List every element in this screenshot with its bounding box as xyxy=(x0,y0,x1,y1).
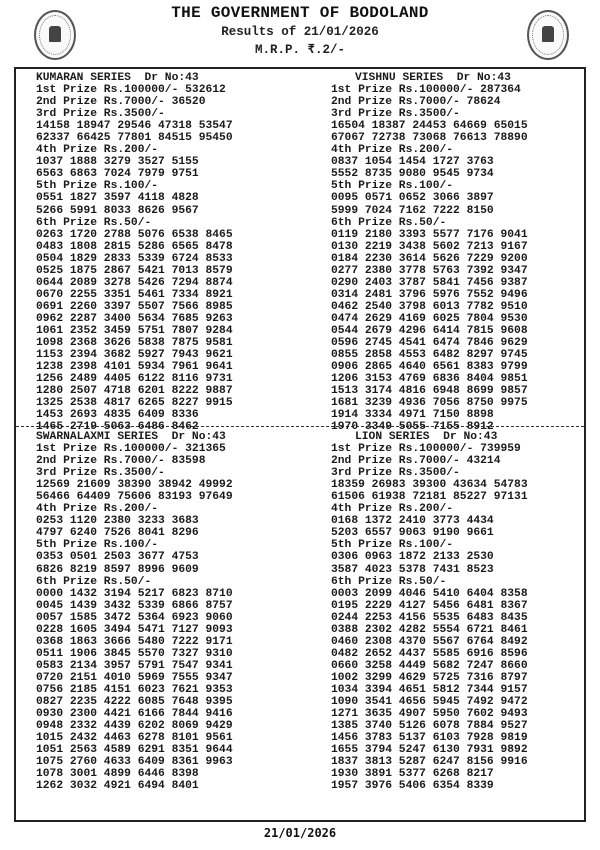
third-prize-numbers: 61506 61938 72181 85227 97131 xyxy=(331,491,528,504)
fourth-prize-numbers: 5552 8735 9080 9545 9734 xyxy=(331,168,494,181)
sixth-prize-numbers: 1206 3153 4769 6836 8404 9851 xyxy=(331,373,528,386)
fourth-prize-numbers: 6563 6863 7024 7979 9751 xyxy=(36,168,199,181)
sixth-prize-numbers: 0045 1439 3432 5339 6866 8757 xyxy=(36,599,233,612)
sixth-prize-numbers: 1015 2432 4463 6278 8101 9561 xyxy=(36,732,233,745)
sixth-prize-numbers: 1034 3394 4651 5812 7344 9157 xyxy=(331,683,528,696)
sixth-prize-numbers: 1655 3794 5247 6130 7931 9892 xyxy=(331,744,528,757)
sixth-prize-numbers: 0119 2180 3393 5577 7176 9041 xyxy=(331,228,528,241)
sixth-prize-numbers: 0003 2099 4046 5410 6404 8358 xyxy=(331,587,528,600)
sixth-prize-numbers: 0596 2745 4541 6474 7846 9629 xyxy=(331,337,528,350)
fourth-prize-numbers: 5203 6557 9063 9190 9661 xyxy=(331,527,494,540)
sixth-prize-numbers: 0511 1906 3845 5570 7327 9310 xyxy=(36,647,233,660)
fifth-prize-label: 5th Prize Rs.100/- xyxy=(36,180,159,193)
sixth-prize-numbers: 1837 3813 5287 6247 8156 9916 xyxy=(331,756,528,769)
sixth-prize-numbers: 1970 3349 5055 7155 8912 xyxy=(331,421,494,434)
third-prize-label: 3rd Prize Rs.3500/- xyxy=(36,108,165,121)
mrp-price: M.R.P. ₹.2/- xyxy=(254,43,346,57)
sixth-prize-numbers: 0906 2865 4640 6561 8383 9799 xyxy=(331,361,528,374)
first-prize-line: 1st Prize Rs.100000/- 287364 xyxy=(331,84,521,97)
sixth-prize-numbers: 1002 3299 4629 5725 7316 8797 xyxy=(331,671,528,684)
third-prize-numbers: 16504 18387 24453 64669 65015 xyxy=(331,120,528,133)
sixth-prize-numbers: 0277 2380 3778 5763 7392 9347 xyxy=(331,264,528,277)
sixth-prize-numbers: 0228 1605 3494 5471 7127 9093 xyxy=(36,623,233,636)
sixth-prize-numbers: 0314 2481 3796 5976 7552 9496 xyxy=(331,288,528,301)
sixth-prize-label: 6th Prize Rs.50/- xyxy=(36,216,152,229)
sixth-prize-numbers: 1513 3174 4816 6948 8699 9857 xyxy=(331,385,528,398)
document-header xyxy=(0,0,600,66)
sixth-prize-numbers: 1061 2352 3459 5751 7807 9284 xyxy=(36,324,233,337)
sixth-prize-numbers: 0184 2230 3614 5626 7229 9200 xyxy=(331,252,528,265)
fourth-prize-numbers: 4797 6240 7526 8041 8296 xyxy=(36,527,199,540)
sixth-prize-numbers: 1280 2507 4718 6201 8222 9887 xyxy=(36,385,233,398)
sixth-prize-numbers: 1930 3891 5377 6268 8217 xyxy=(331,768,494,781)
fourth-prize-numbers: 0253 1120 2380 3233 3683 xyxy=(36,515,199,528)
fourth-prize-label: 4th Prize Rs.200/- xyxy=(331,144,454,157)
fifth-prize-numbers: 0095 0571 0652 3066 3897 xyxy=(331,192,494,205)
sixth-prize-numbers: 0195 2229 4127 5456 6481 8367 xyxy=(331,599,528,612)
second-prize-line: 2nd Prize Rs.7000/- 43214 xyxy=(331,455,501,468)
sixth-prize-numbers: 1385 3740 5126 6078 7884 9527 xyxy=(331,720,528,733)
sixth-prize-numbers: 0660 3258 4449 5682 7247 8660 xyxy=(331,659,528,672)
fifth-prize-numbers: 0306 0963 1872 2133 2530 xyxy=(331,551,494,564)
sixth-prize-numbers: 0720 2151 4010 5969 7555 9347 xyxy=(36,671,233,684)
sixth-prize-numbers: 1957 3976 5406 6354 8339 xyxy=(331,780,494,793)
sixth-prize-numbers: 1238 2398 4101 5934 7961 9641 xyxy=(36,361,233,374)
second-prize-line: 2nd Prize Rs.7000/- 36520 xyxy=(36,96,206,109)
sixth-prize-numbers: 1051 2563 4589 6291 8351 9644 xyxy=(36,744,233,757)
third-prize-label: 3rd Prize Rs.3500/- xyxy=(331,467,460,480)
sixth-prize-numbers: 1090 3541 4656 5945 7492 9472 xyxy=(331,696,528,709)
sixth-prize-numbers: 0948 2332 4439 6202 8069 9429 xyxy=(36,720,233,733)
results-date: Results of 21/01/2026 xyxy=(221,25,379,39)
sixth-prize-numbers: 1456 3783 5137 6103 7928 9819 xyxy=(331,732,528,745)
sixth-prize-numbers: 1075 2760 4633 6409 8361 9963 xyxy=(36,756,233,769)
series-block-vishnu xyxy=(331,72,528,433)
sixth-prize-numbers: 1465 2719 5063 6486 8462 xyxy=(36,421,199,434)
sixth-prize-numbers: 1271 3635 4907 5950 7602 9493 xyxy=(331,708,528,721)
page-title: THE GOVERNMENT OF BODOLAND xyxy=(171,4,429,22)
second-prize-line: 2nd Prize Rs.7000/- 83598 xyxy=(36,455,206,468)
sixth-prize-numbers: 1098 2368 3626 5838 7875 9581 xyxy=(36,337,233,350)
fourth-prize-label: 4th Prize Rs.200/- xyxy=(36,503,159,516)
sixth-prize-numbers: 1256 2489 4405 6122 8116 9731 xyxy=(36,373,233,386)
third-prize-numbers: 67067 72738 73068 76613 78890 xyxy=(331,132,528,145)
sixth-prize-numbers: 0462 2540 3798 6013 7782 9510 xyxy=(331,300,528,313)
sixth-prize-numbers: 0756 2185 4151 6023 7621 9353 xyxy=(36,683,233,696)
sixth-prize-numbers: 0544 2679 4296 6414 7815 9608 xyxy=(331,324,528,337)
first-prize-line: 1st Prize Rs.100000/- 532612 xyxy=(36,84,226,97)
series-name: VISHNU SERIES Dr No:43 xyxy=(355,72,511,84)
fourth-prize-label: 4th Prize Rs.200/- xyxy=(331,503,454,516)
sixth-prize-numbers: 1153 2394 3682 5927 7943 9621 xyxy=(36,349,233,362)
series-block-swarnalaxmi xyxy=(36,431,233,792)
sixth-prize-numbers: 0827 2235 4222 6085 7648 9395 xyxy=(36,696,233,709)
sixth-prize-numbers: 0670 2255 3351 5461 7334 8921 xyxy=(36,288,233,301)
sixth-prize-numbers: 0482 2652 4437 5585 6916 8596 xyxy=(331,647,528,660)
sixth-prize-numbers: 0483 1808 2815 5286 6565 8478 xyxy=(36,240,233,253)
third-prize-numbers: 62337 66425 77801 84515 95450 xyxy=(36,132,233,145)
third-prize-label: 3rd Prize Rs.3500/- xyxy=(331,108,460,121)
series-block-kumaran xyxy=(36,72,233,433)
fourth-prize-numbers: 0837 1054 1454 1727 3763 xyxy=(331,156,494,169)
fifth-prize-numbers: 0551 1827 3597 4118 4828 xyxy=(36,192,199,205)
third-prize-numbers: 14158 18947 29546 47318 53547 xyxy=(36,120,233,133)
sixth-prize-numbers: 1262 3032 4921 6494 8401 xyxy=(36,780,199,793)
series-name: KUMARAN SERIES Dr No:43 xyxy=(36,72,199,84)
sixth-prize-numbers: 0855 2858 4553 6482 8297 9745 xyxy=(331,349,528,362)
sixth-prize-numbers: 0644 2089 3278 5426 7294 8874 xyxy=(36,276,233,289)
sixth-prize-numbers: 0504 1829 2833 5339 6724 8533 xyxy=(36,252,233,265)
fifth-prize-numbers: 6826 8219 8597 8996 9609 xyxy=(36,563,199,576)
sixth-prize-numbers: 0057 1585 3472 5364 6923 9060 xyxy=(36,611,233,624)
sixth-prize-numbers: 0962 2287 3400 5634 7685 9263 xyxy=(36,312,233,325)
first-prize-line: 1st Prize Rs.100000/- 321365 xyxy=(36,443,226,456)
sixth-prize-numbers: 1453 2693 4835 6409 8336 xyxy=(36,409,199,422)
sixth-prize-numbers: 0290 2403 3787 5841 7456 9387 xyxy=(331,276,528,289)
fifth-prize-numbers: 0353 0501 2503 3677 4753 xyxy=(36,551,199,564)
sixth-prize-numbers: 0263 1720 2788 5076 6538 8465 xyxy=(36,228,233,241)
first-prize-line: 1st Prize Rs.100000/- 739959 xyxy=(331,443,521,456)
sixth-prize-numbers: 0000 1432 3194 5217 6823 8710 xyxy=(36,587,233,600)
third-prize-numbers: 12569 21609 38390 38942 49992 xyxy=(36,479,233,492)
sixth-prize-numbers: 0368 1863 3666 5480 7222 9171 xyxy=(36,635,233,648)
sixth-prize-label: 6th Prize Rs.50/- xyxy=(331,216,447,229)
fourth-prize-numbers: 0168 1372 2410 3773 4434 xyxy=(331,515,494,528)
footer-date: 21/01/2026 xyxy=(263,826,337,840)
sixth-prize-numbers: 0474 2629 4169 6025 7804 9530 xyxy=(331,312,528,325)
third-prize-label: 3rd Prize Rs.3500/- xyxy=(36,467,165,480)
sixth-prize-numbers: 0130 2219 3438 5602 7213 9167 xyxy=(331,240,528,253)
fifth-prize-numbers: 3587 4023 5378 7431 8523 xyxy=(331,563,494,576)
sixth-prize-numbers: 0930 2300 4421 6166 7844 9416 xyxy=(36,708,233,721)
third-prize-numbers: 56466 64409 75606 83193 97649 xyxy=(36,491,233,504)
sixth-prize-numbers: 0525 1875 2867 5421 7013 8579 xyxy=(36,264,233,277)
sixth-prize-numbers: 1325 2538 4817 6265 8227 9915 xyxy=(36,397,233,410)
fifth-prize-label: 5th Prize Rs.100/- xyxy=(331,539,454,552)
fifth-prize-label: 5th Prize Rs.100/- xyxy=(36,539,159,552)
sixth-prize-label: 6th Prize Rs.50/- xyxy=(36,575,152,588)
series-block-lion xyxy=(331,431,528,792)
sixth-prize-numbers: 1078 3001 4899 6446 8398 xyxy=(36,768,199,781)
series-name: SWARNALAXMI SERIES Dr No:43 xyxy=(36,431,226,443)
sixth-prize-numbers: 0244 2253 4156 5535 6483 8435 xyxy=(331,611,528,624)
series-name: LION SERIES Dr No:43 xyxy=(355,431,498,443)
sixth-prize-numbers: 1681 3239 4936 7056 8750 9975 xyxy=(331,397,528,410)
third-prize-numbers: 18359 26983 39300 43634 54783 xyxy=(331,479,528,492)
fourth-prize-numbers: 1037 1888 3279 3527 5155 xyxy=(36,156,199,169)
fifth-prize-label: 5th Prize Rs.100/- xyxy=(331,180,454,193)
sixth-prize-label: 6th Prize Rs.50/- xyxy=(331,575,447,588)
sixth-prize-numbers: 0460 2308 4370 5567 6764 8492 xyxy=(331,635,528,648)
state-emblem-icon xyxy=(527,10,569,60)
sixth-prize-numbers: 1914 3334 4971 7150 8898 xyxy=(331,409,494,422)
fourth-prize-label: 4th Prize Rs.200/- xyxy=(36,144,159,157)
fifth-prize-numbers: 5266 5991 8033 8626 9567 xyxy=(36,204,199,217)
sixth-prize-numbers: 0388 2302 4282 5554 6721 8461 xyxy=(331,623,528,636)
sixth-prize-numbers: 0691 2260 3397 5507 7566 8985 xyxy=(36,300,233,313)
sixth-prize-numbers: 0583 2134 3957 5791 7547 9341 xyxy=(36,659,233,672)
fifth-prize-numbers: 5999 7024 7162 7222 8150 xyxy=(331,204,494,217)
second-prize-line: 2nd Prize Rs.7000/- 78624 xyxy=(331,96,501,109)
